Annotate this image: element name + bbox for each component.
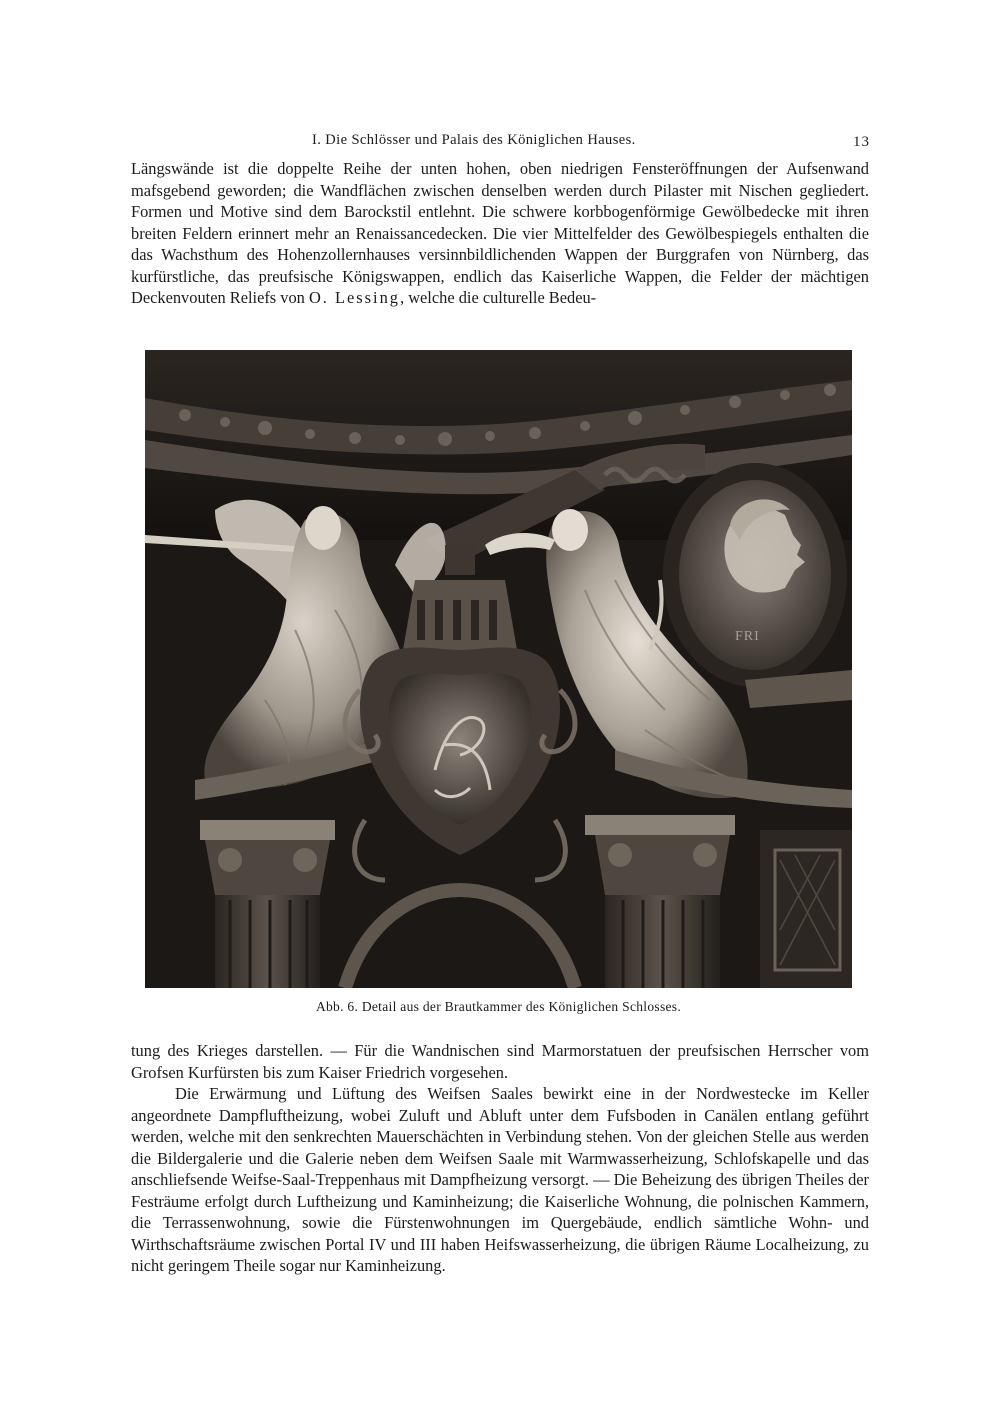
brautkammer-detail-photo [145, 350, 852, 988]
figure-photograph [145, 350, 852, 988]
text-block-top [131, 158, 869, 309]
page-number: 13 [853, 134, 870, 150]
medallion-inscription: FRI [735, 629, 760, 644]
running-head-title: I. Die Schlösser und Palais des Königlichen Hauses. [312, 132, 636, 148]
paragraph-continuation: tung des Krieges darstellen. — Für die Wandnischen sind Marmorstatuen der preufsischen Herrscher vom Grofsen Kurfürsten bis zum Kaiser Friedrich vorgesehen. [131, 1041, 869, 1082]
figure-caption: Abb. 6. Detail aus der Brautkammer des Königlichen Schlosses. [315, 999, 682, 1014]
artist-name: O. Lessing [308, 288, 400, 307]
paragraph-top [131, 158, 869, 309]
text-block-bottom [131, 1040, 869, 1277]
paragraph-heating: Die Erwärmung und Lüftung des Weifsen Saales bewirkt eine in der Nordwestecke im Keller angeordnete Dampfluftheizung, wobei Zuluft und Abluft unter dem Fufsboden in Canälen entlang geführt werden, welche mit den senkrechten Mauerschächten in Verbindung stehen. Von der gleichen Stelle aus werden die Bildergalerie und die Galerie neben dem Weifsen Saale mit Warmwasserheizung, Schlofskapelle und das anschliefsende Weifse-Saal-Treppenhaus mit Dampfheizung versorgt. — Die Beheizung des übrigen Theiles der Festräume erfolgt durch Luftheizung und Kaminheizung; die Kaiserliche Wohnung, die polnischen Kammern, die Terrassenwohnung, sowie die Fürstenwohnungen im Quergebäude, endlich sämtliche Wohn- und Wirthschaftsräume zwischen Portal IV und III haben Heifswasserheizung, die übrigen Räume Localheizung, zu nicht geringem Theile sogar nur Kaminheizung. [131, 1084, 869, 1275]
running-head [130, 130, 870, 154]
paragraph-top-text: Längswände ist die doppelte Reihe der unten hohen, oben niedrigen Fensteröffnungen der Aufsenwand mafsgebend geworden; die Wandflächen zwischen denselben werden durch Pilaster mit Nischen gegliedert. Formen und Motive sind dem Barockstil entlehnt. Die schwere korbbogenförmige Gewölbedecke mit ihren breiten Feldern erinnert mehr an Renaissancedecken. Die vier Mittelfelder des Gewölbespiegels enthalten die das Wachsthum des Hohenzollernhauses versinnbildlichenden Wappen der Burggrafen von Nürnberg, das kurfürstliche, das preufsische Königswappen, endlich das Kaiserliche Wappen, die Felder der mächtigen Deckenvouten Reliefs von [131, 159, 869, 307]
paragraph-top-end: , welche die culturelle Bedeu- [400, 288, 597, 307]
